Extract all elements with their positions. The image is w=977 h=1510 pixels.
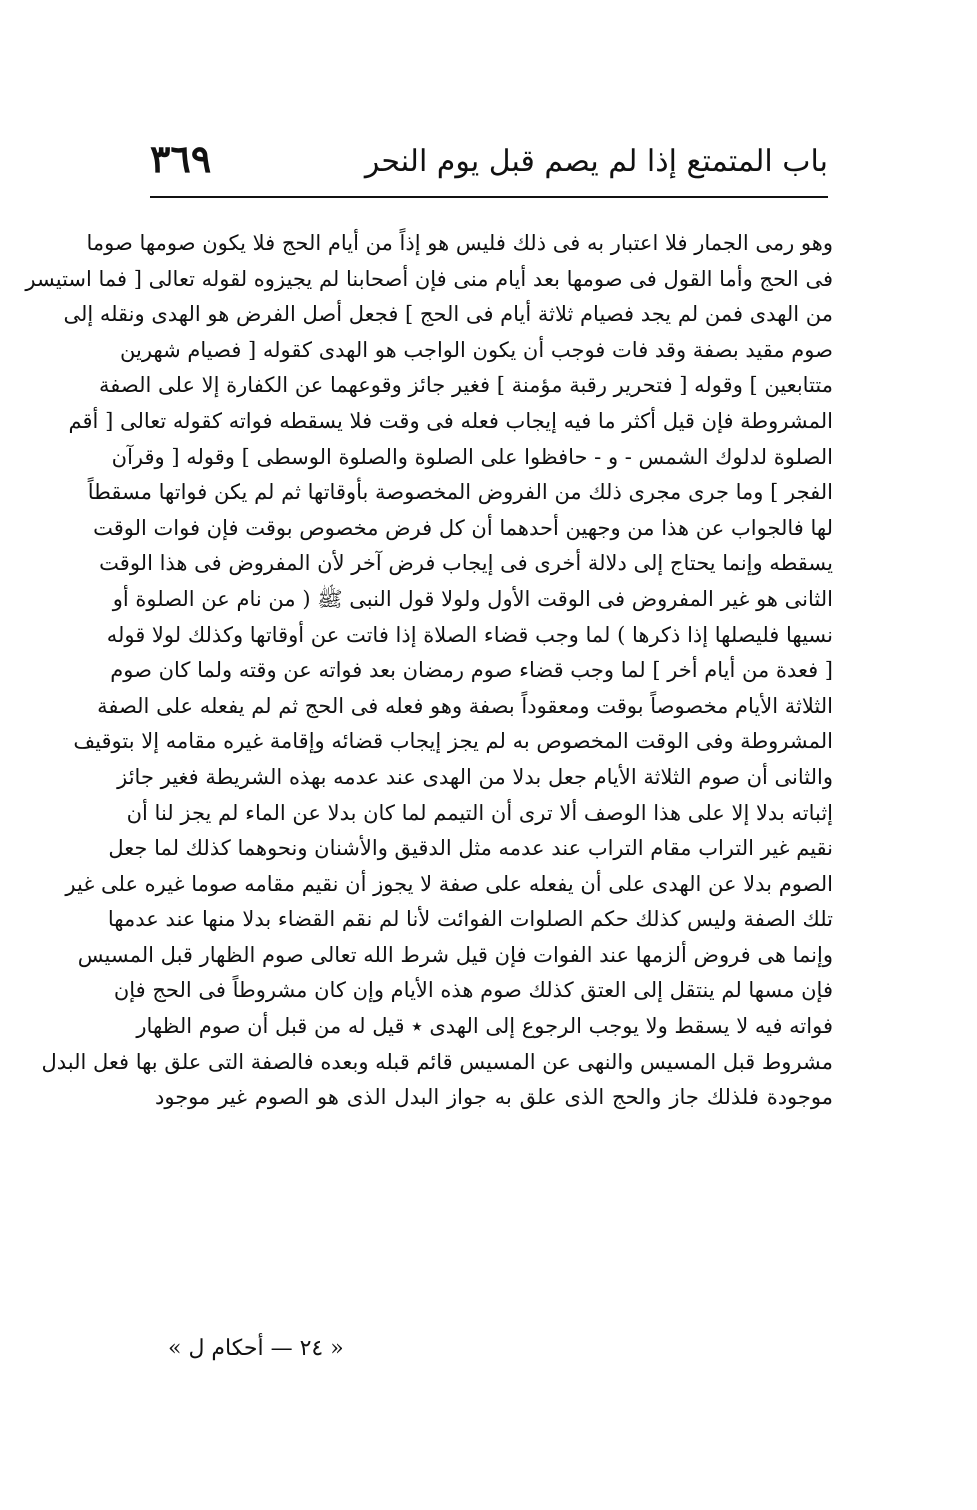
text-line: الثانى هو غير المفروض فى الوقت الأول ولولا قول النبى ﷺ ( من نام عن الصلوة أو xyxy=(112,586,833,611)
text-line: الفجر ] وما جرى مجرى ذلك من الفروض المخصوصة بأوقاتها ثم لم يكن فواتها مسقطاً xyxy=(87,480,833,505)
text-line: إثباته بدلا إلا على هذا الوصف ألا ترى أن التيمم لما كان بدلا عن الماء لم يجز لنا أن xyxy=(126,800,833,825)
text-line: الثلاثة الأيام مخصوصاً بوقت ومعقوداً بصفة وهو فعله فى الحج ثم لم يفعله على الصفة xyxy=(97,693,833,718)
text-line: يسقطه وإنما يحتاج إلى دلالة أخرى فى إيجاب فرض آخر لأن المفروض فى هذا الوقت xyxy=(99,551,833,576)
body-text xyxy=(25,226,833,1116)
header-rule xyxy=(150,196,828,198)
text-line: الصلوة لدلوك الشمس - و - حافظوا على الصلوة والصلوة الوسطى ] وقوله [ وقرآن xyxy=(111,444,833,469)
text-line: فإن مسها لم ينتقل إلى العتق كذلك صوم هذه الأيام وإن كان مشروطاً فى الحج فإن xyxy=(113,978,833,1003)
text-line: مشروط قبل المسيس والنهى عن المسيس قائم قبله وبعده فالصفة التى علق بها فعل البدل xyxy=(41,1049,833,1074)
text-line: نقيم غير التراب مقام التراب عند عدمه مثل الدقيق والأشنان ونحوهما كذلك لما جعل xyxy=(108,836,833,861)
text-line: وهو رمى الجمار فلا اعتبار به فى ذلك فليس هو إذاً من أيام الحج فلا يكون صومها صوما xyxy=(86,231,833,255)
text-line: والثانى أن صوم الثلاثة الأيام جعل بدلا من الهدى عند عدمه بهذه الشريطة فغير جائز xyxy=(117,764,833,789)
text-line: فى الحج وأما القول فى صومها بعد أيام منى فإن أصحابنا لم يجيزوه لقوله تعالى [ فما استيسر xyxy=(25,266,833,291)
text-line: [ فعدة من أيام أخر ] لما وجب قضاء صوم رمضان بعد فواته عن وقته ولما كان صوم xyxy=(110,658,833,683)
text-line: متتابعين ] وقوله [ فتحرير رقبة مؤمنة ] فغير جائز وقوعهما عن الكفارة إلا على الصفة xyxy=(99,373,833,398)
text-line: لها فالجواب عن هذا من وجهين أحدهما أن كل فرض مخصوص بوقت فإن فوات الوقت xyxy=(93,515,833,540)
page-header xyxy=(150,136,828,192)
text-line: صوم مقيد بصفة وقد فات فوجب أن يكون الواجب هو الهدى كقوله [ فصيام شهرين xyxy=(120,337,833,362)
text-line: من الهدى فمن لم يجد فصيام ثلاثة أيام فى الحج ] فجعل أصل الفرض هو الهدى ونقله إلى xyxy=(63,302,833,327)
text-line: فواته فيه لا يسقط ولا يوجب الرجوع إلى الهدى ٭ قيل له من قبل أن صوم الظهار xyxy=(136,1014,833,1039)
chapter-title: باب المتمتع إذا لم يصم قبل يوم النحر xyxy=(364,144,828,179)
page-number: ٣٦٩ xyxy=(150,136,212,181)
text-line: وإنما هى فروض ألزمها عند الفوات فإن قيل شرط الله تعالى صوم الظهار قبل المسيس xyxy=(77,942,833,967)
text-line: المشروطة وفى الوقت المخصوص به لم يجز إيجاب قضائه وإقامة غيره مقامه إلا بتوقيف xyxy=(73,729,833,754)
text-line: نسيها فليصلها إذا ذكرها ) لما وجب قضاء الصلاة إذا فاتت عن أوقاتها وكذلك لولا قوله xyxy=(106,622,833,647)
text-line: المشروطة فإن قيل أكثر ما فيه إيجاب فعله فى وقت فلا يسقطه فواته كقوله تعالى [ أقم xyxy=(68,408,833,433)
text-line: الصوم بدلا عن الهدى على أن يفعله على صفة لا يجوز أن نقيم مقامه صوما غيره على غير xyxy=(65,871,833,896)
text-line: موجودة فلذلك جاز والحج الذى علق به جواز البدل الذى هو الصوم غير موجود xyxy=(155,1085,833,1110)
text-line: تلك الصفة وليس كذلك حكم الصلوات الفوائت لأنا لم نقم القضاء بدلا منها عند عدمها xyxy=(107,907,833,932)
signature-mark: « ٢٤ — أحكام ل » xyxy=(168,1336,344,1361)
